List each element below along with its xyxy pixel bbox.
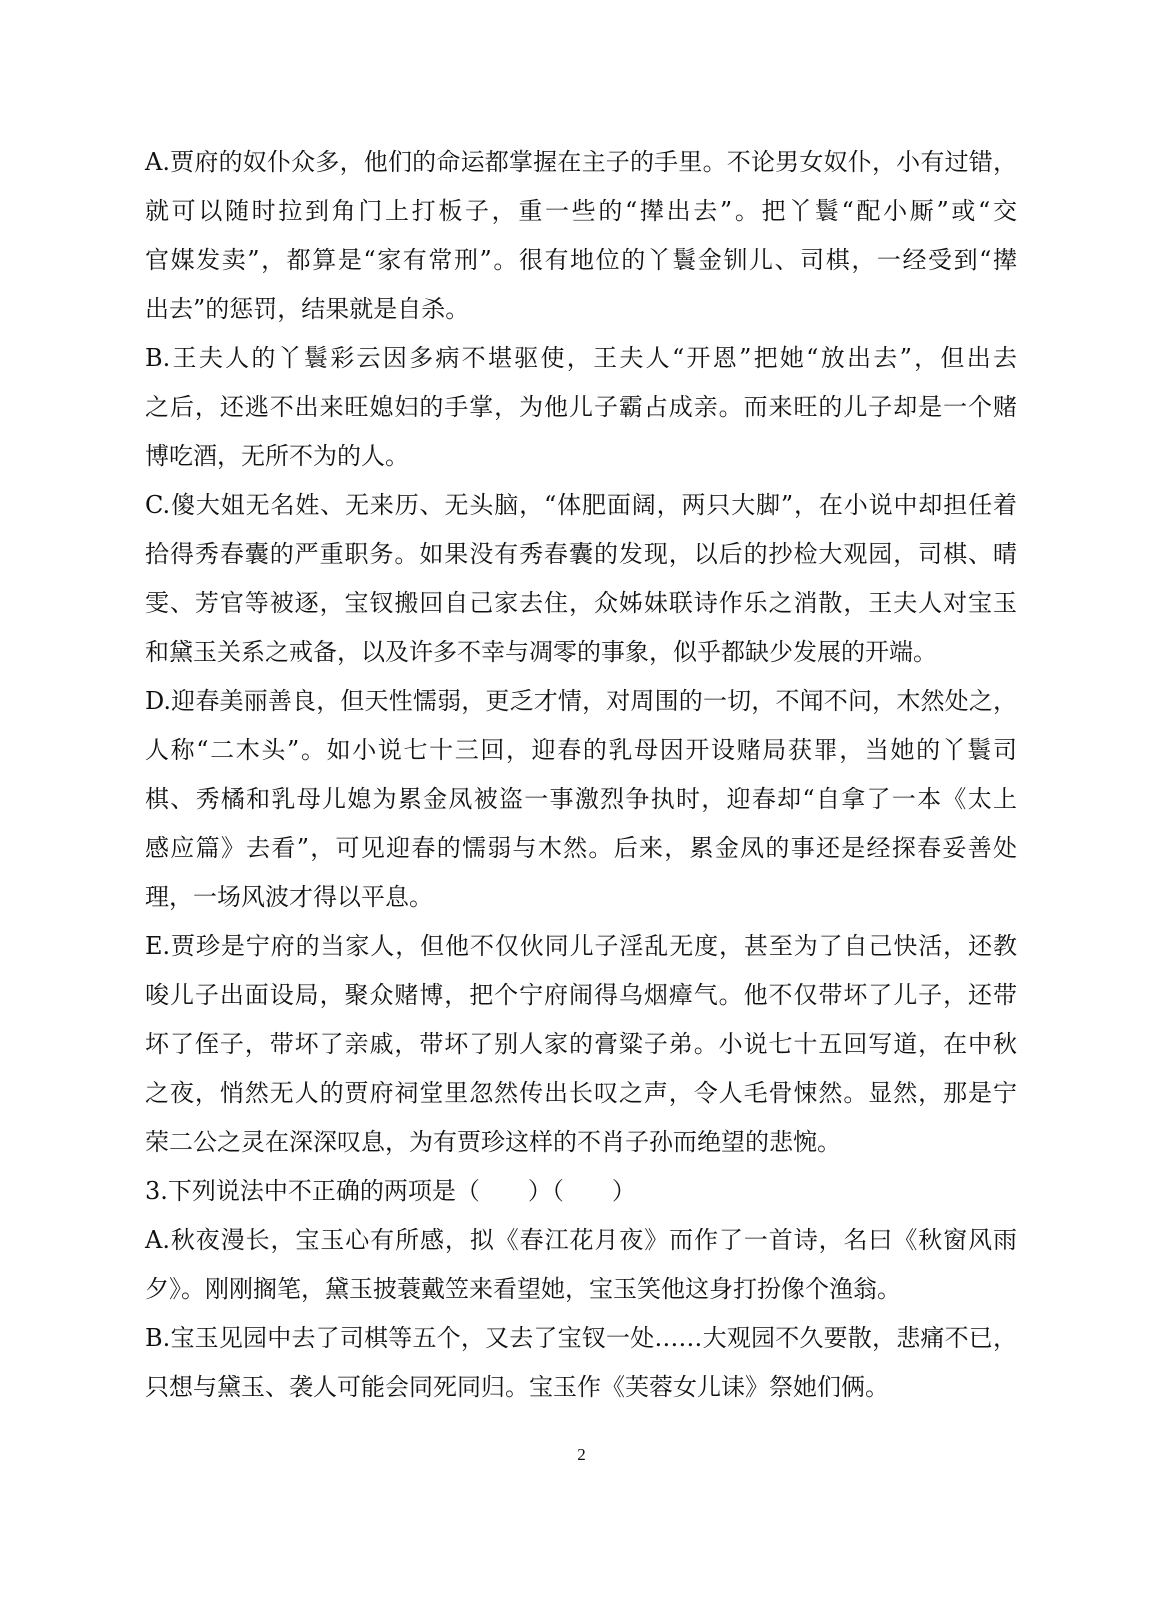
page-number: 2 [577,1445,586,1464]
text-line-21: 荣二公之灵在深深叹息，为有贾珍这样的不肖子孙而绝望的悲惋。 [145,1128,841,1156]
text-line-26: 只想与黛玉、袭人可能会同死同归。宝玉作《芙蓉女儿诔》祭她们俩。 [145,1373,889,1401]
text-line-8: C.傻大姐无名姓、无来历、无头脑，“体肥面阔，两只大脚”，在小说中却担任着 [145,491,1017,519]
text-line-5: B.王夫人的丫鬟彩云因多病不堪驱使，王夫人“开恩”把她“放出去”，但出去 [145,344,1017,372]
text-line-3: 官媒发卖”，都算是“家有常刑”。很有地位的丫鬟金钏儿、司棋，一经受到“撵 [145,246,1017,274]
text-line-18: 唆儿子出面设局，聚众赌博，把个宁府闹得乌烟瘴气。他不仅带坏了儿子，还带 [145,981,1017,1009]
text-line-7: 博吃酒，无所不为的人。 [145,442,409,470]
text-line-20: 之夜，悄然无人的贾府祠堂里忽然传出长叹之声，令人毛骨悚然。显然，那是宁 [145,1079,1017,1107]
text-line-17: E.贾珍是宁府的当家人，但他不仅伙同儿子淫乱无度，甚至为了自己快活，还教 [145,932,1017,960]
text-line-23: A.秋夜漫长，宝玉心有所感，拟《春江花月夜》而作了一首诗，名曰《秋窗风雨 [145,1226,1017,1254]
document-body [145,138,1017,1412]
text-line-12: D.迎春美丽善良，但天性懦弱，更乏才情，对周围的一切，不闻不问，木然处之， [145,687,1017,715]
text-line-19: 坏了侄子，带坏了亲戚，带坏了别人家的膏粱子弟。小说七十五回写道，在中秋 [145,1030,1017,1058]
text-line-6: 之后，还逃不出来旺媳妇的手掌，为他儿子霸占成亲。而来旺的儿子却是一个赌 [145,393,1017,421]
text-line-2: 就可以随时拉到角门上打板子，重一些的“撵出去”。把丫鬟“配小厮”或“交 [145,197,1017,225]
text-line-25: B.宝玉见园中去了司棋等五个，又去了宝钗一处……大观园不久要散，悲痛不已， [145,1324,1017,1352]
text-line-13: 人称“二木头”。如小说七十三回，迎春的乳母因开设赌局获罪，当她的丫鬟司 [145,736,1017,764]
text-line-1: A.贾府的奴仆众多，他们的命运都掌握在主子的手里。不论男女奴仆，小有过错， [145,148,1017,176]
text-line-9: 拾得秀春囊的严重职务。如果没有秀春囊的发现，以后的抄检大观园，司棋、晴 [145,540,1017,568]
text-line-15: 感应篇》去看”，可见迎春的懦弱与木然。后来，累金凤的事还是经探春妥善处 [145,834,1017,862]
text-line-4: 出去”的惩罚，结果就是自杀。 [145,295,470,323]
text-line-14: 棋、秀橘和乳母儿媳为累金凤被盗一事激烈争执时，迎春却“自拿了一本《太上 [145,785,1017,813]
text-line-16: 理，一场风波才得以平息。 [145,883,433,911]
text-line-11: 和黛玉关系之戒备，以及许多不幸与凋零的事象，似乎都缺少发展的开端。 [145,638,937,666]
question-3-heading: 3.下列说法中不正确的两项是（ ）（ ） [145,1177,636,1205]
text-line-10: 雯、芳官等被逐，宝钗搬回自己家去住，众姊妹联诗作乐之消散，王夫人对宝玉 [145,589,1017,617]
text-line-24: 夕》。刚刚搁笔，黛玉披蓑戴笠来看望她，宝玉笑他这身打扮像个渔翁。 [145,1275,901,1303]
